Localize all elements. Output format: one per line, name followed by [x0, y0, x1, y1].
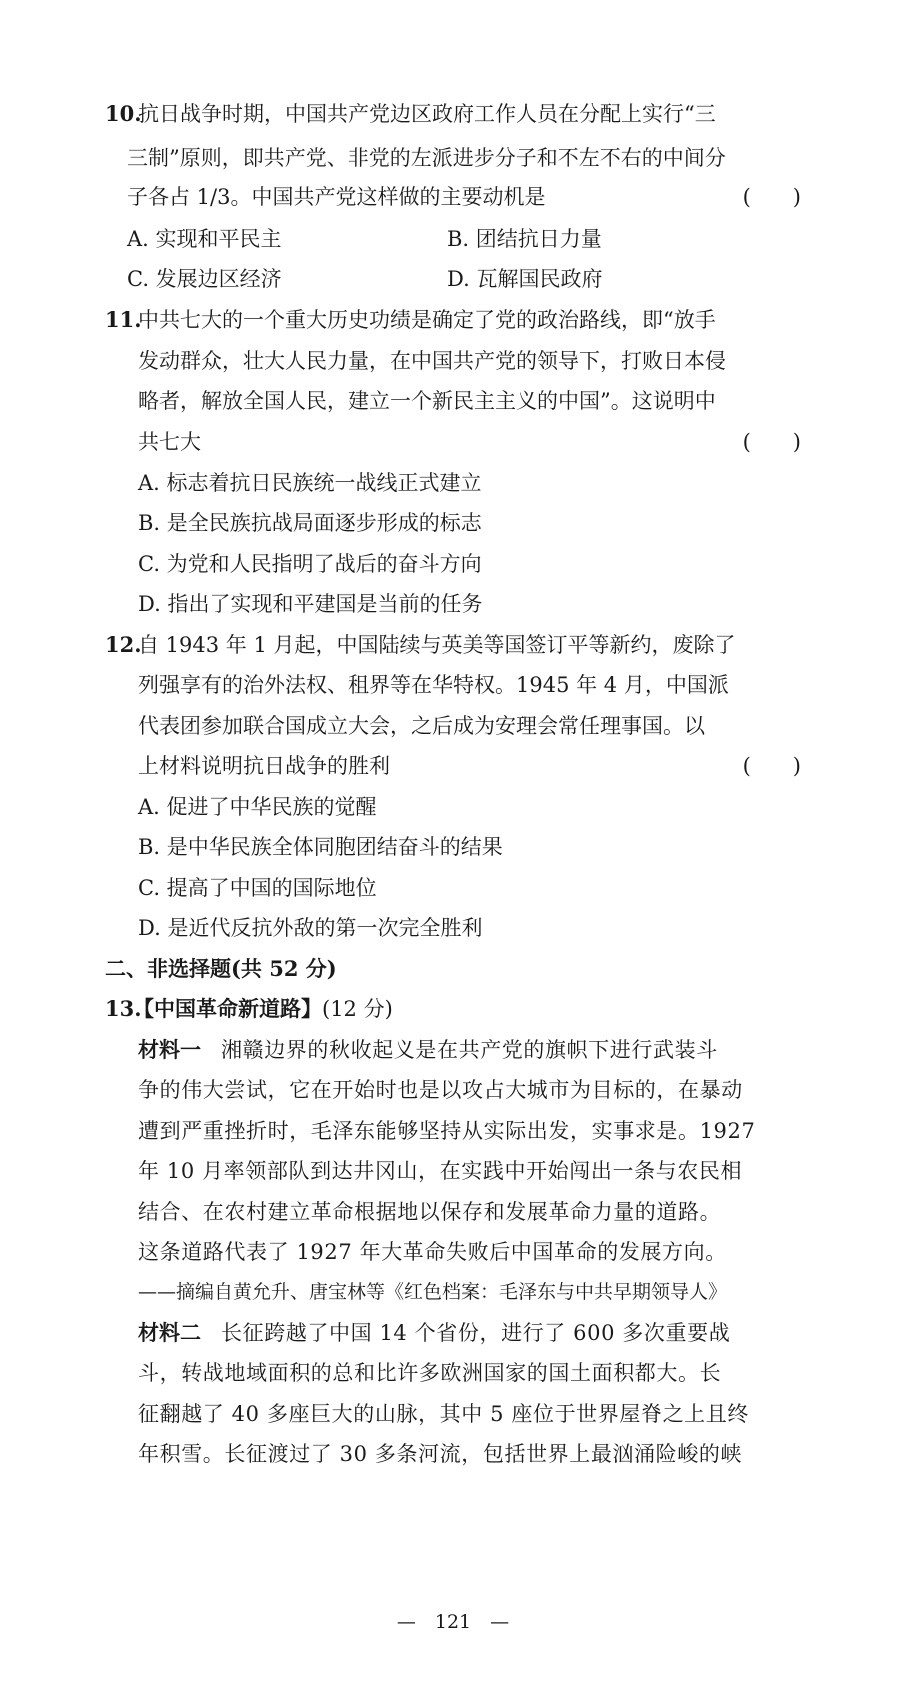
question-number: 12. [105, 632, 142, 657]
question-number: 10. [105, 101, 142, 126]
question-number: 11. [105, 307, 142, 332]
question-text-line: 中共七大的一个重大历史功绩是确定了党的政治路线，即“放手 [138, 308, 716, 332]
question-title-text: 【中国革命新道路】 [133, 996, 322, 1021]
option-a: A. 实现和平民主 [127, 227, 282, 251]
option-b: B. 团结抗日力量 [447, 227, 602, 251]
material-text-line [138, 1318, 730, 1348]
question-text-line: 三制”原则，即共产党、非党的左派进步分子和不左不右的中间分 [127, 146, 726, 170]
option-d: D. 指出了实现和平建国是当前的任务 [138, 592, 483, 616]
question-text-line: 代表团参加联合国成立大会，之后成为安理会常任理事国。以 [138, 714, 705, 738]
material-text-line: 争的伟大尝试，它在开始时也是以攻占大城市为目标的，在暴动 [138, 1078, 743, 1102]
option-d: D. 是近代反抗外敌的第一次完全胜利 [138, 916, 483, 940]
question-text-line: 自 1943 年 1 月起，中国陆续与英美等国签订平等新约，废除了 [138, 633, 736, 657]
option-a: A. 促进了中华民族的觉醒 [138, 795, 377, 819]
material-text-line: 斗，转战地域面积的总和比许多欧洲国家的国土面积都大。长 [138, 1361, 722, 1385]
material-text-line [138, 1035, 718, 1065]
question-text-line: 共七大 [138, 430, 201, 454]
section-heading: 二、非选择题(共 52 分) [105, 956, 337, 981]
option-b: B. 是全民族抗战局面逐步形成的标志 [138, 511, 482, 535]
option-c: C. 发展边区经济 [127, 267, 282, 291]
question-text-line: 子各占 1/3。中国共产党这样做的主要动机是 [127, 185, 546, 209]
material-source: ——摘编自黄允升、唐宝林等《红色档案：毛泽东与中共早期领导人》 [138, 1281, 728, 1303]
option-c: C. 提高了中国的国际地位 [138, 876, 377, 900]
option-a: A. 标志着抗日民族统一战线正式建立 [138, 471, 482, 495]
material-text-line: 这条道路代表了 1927 年大革命失败后中国革命的发展方向。 [138, 1240, 727, 1264]
answer-bracket: ( ) [742, 185, 801, 209]
page-number: — 121 — [396, 1611, 510, 1633]
question-text-line: 上材料说明抗日战争的胜利 [138, 754, 390, 778]
material-text-line: 征翻越了 40 多座巨大的山脉，其中 5 座位于世界屋脊之上且终 [138, 1402, 749, 1426]
answer-bracket: ( ) [742, 754, 801, 778]
material-text: 湘赣边界的秋收起义是在共产党的旗帜下进行武装斗 [221, 1038, 718, 1062]
material-label: 材料一 [138, 1037, 201, 1062]
material-text-line: 结合、在农村建立革命根据地以保存和发展革命力量的道路。 [138, 1200, 722, 1224]
material-text-line: 遭到严重挫折时，毛泽东能够坚持从实际出发，实事求是。1927 [138, 1119, 756, 1143]
question-number: 13. [105, 996, 142, 1021]
question-title [133, 994, 393, 1024]
material-text-line: 年 10 月率领部队到达井冈山，在实践中开始闯出一条与农民相 [138, 1159, 743, 1183]
answer-bracket: ( ) [742, 430, 801, 454]
material-label: 材料二 [138, 1320, 201, 1345]
question-text-line: 发动群众，壮大人民力量，在中国共产党的领导下，打败日本侵 [138, 349, 726, 373]
question-text-line: 略者，解放全国人民，建立一个新民主主义的中国”。这说明中 [138, 389, 716, 413]
question-score: (12 分) [322, 997, 393, 1021]
question-text-line: 抗日战争时期，中国共产党边区政府工作人员在分配上实行“三 [138, 102, 716, 126]
question-text-line: 列强享有的治外法权、租界等在华特权。1945 年 4 月，中国派 [138, 673, 729, 697]
material-text: 长征跨越了中国 14 个省份，进行了 600 多次重要战 [221, 1321, 731, 1345]
option-b: B. 是中华民族全体同胞团结奋斗的结果 [138, 835, 503, 859]
material-text-line: 年积雪。长征渡过了 30 多条河流，包括世界上最汹涌险峻的峡 [138, 1442, 743, 1466]
option-c: C. 为党和人民指明了战后的奋斗方向 [138, 552, 482, 576]
option-d: D. 瓦解国民政府 [447, 267, 603, 291]
